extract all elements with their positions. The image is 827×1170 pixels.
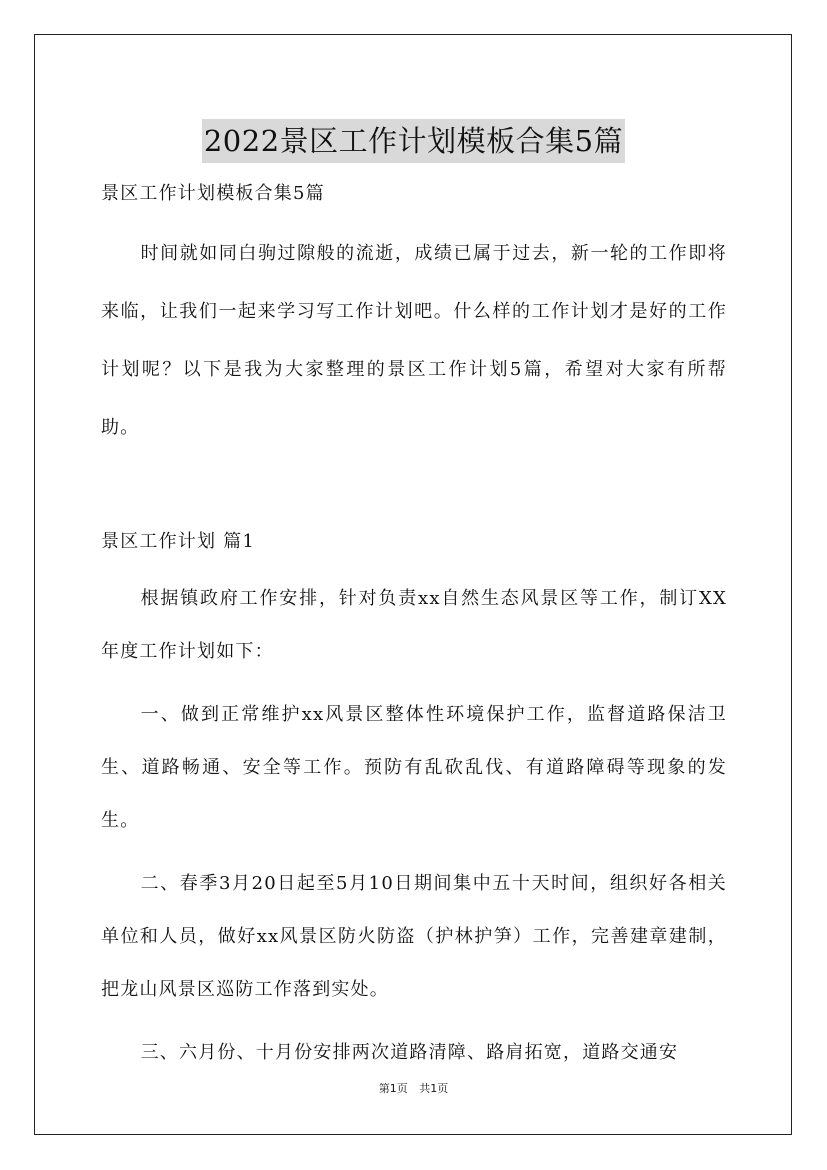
page-footer [0, 1081, 827, 1097]
section-1-paragraph-4: 三、六月份、十月份安排两次道路清障、路肩拓宽，道路交通安 [140, 1042, 679, 1063]
document-title: 2022景区工作计划模板合集5篇 [202, 119, 625, 163]
section-1-paragraph-2: 一、做到正常维护xx风景区整体性环境保护工作，监督道路保洁卫生、道路畅通、安全等工作。预防有乱砍乱伐、有道路障碍等现象的发生。 [101, 704, 727, 831]
title-container [0, 100, 827, 183]
section-heading-1: 景区工作计划 篇1 [101, 531, 255, 552]
page-total: 共1页 [419, 1082, 449, 1095]
page-number: 第1页 [378, 1082, 408, 1095]
document-subtitle: 景区工作计划模板合集5篇 [101, 183, 325, 204]
section-1-paragraph-1: 根据镇政府工作安排，针对负责xx自然生态风景区等工作，制订XX年度工作计划如下： [101, 588, 727, 662]
document-content [101, 172, 727, 1079]
section-1-paragraph-3: 二、春季3月20日起至5月10日期间集中五十天时间，组织好各相关单位和人员，做好xx风景区防火防盗（护林护笋）工作，完善建章建制，把龙山风景区巡防工作落到实处。 [101, 873, 727, 1000]
intro-paragraph: 时间就如同白驹过隙般的流逝，成绩已属于过去，新一轮的工作即将来临，让我们一起来学习写工作计划吧。什么样的工作计划才是好的工作计划呢？以下是我为大家整理的景区工作计划5篇，希望对大家有所帮助。 [101, 243, 727, 438]
